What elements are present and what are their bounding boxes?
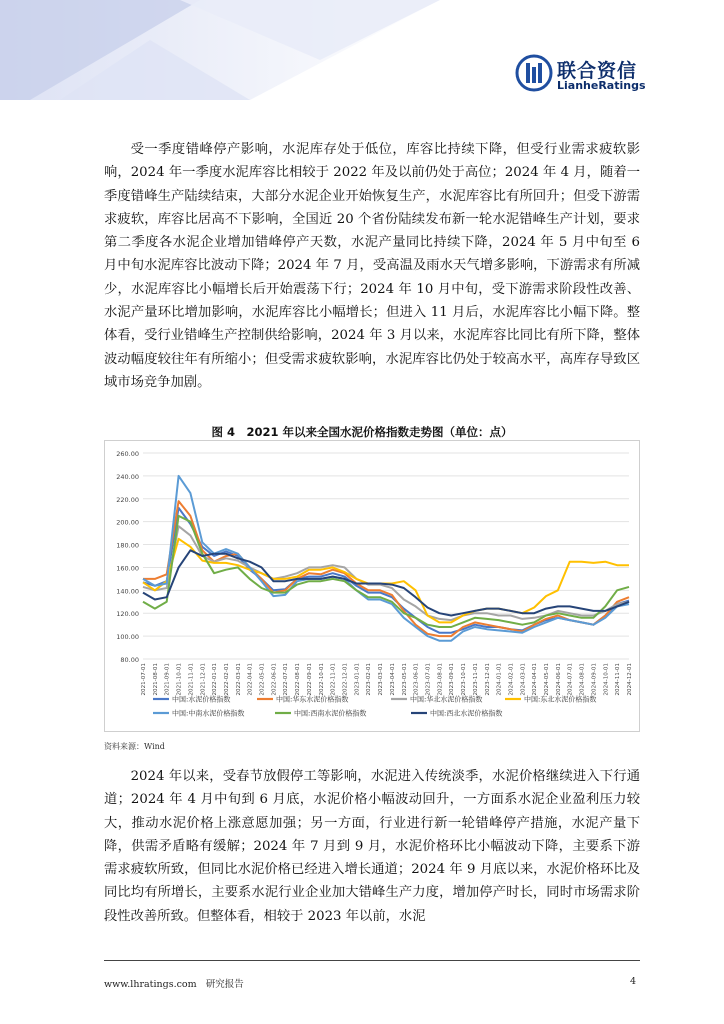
x-tick-label: 2024-10-01 [603,663,610,696]
brand-logo-icon [515,54,553,92]
figure-title: 图 4 2021 年以来全国水泥价格指数走势图（单位：点） [211,425,513,439]
x-tick-label: 2022-05-01 [259,663,266,696]
body-paragraph-2: 2024 年以来，受春节放假停工等影响，水泥进入传统淡季，水泥价格继续进入下行通道；2024 年 4 月中旬到 6 月底，水泥价格小幅波动回升，一方面系水泥企业盈利压力较大，推动水泥价格上涨意愿加强；另一方面，行业进行新一轮错峰停产措施，水泥产量下降，供需矛盾略有缓解；2024 年 7 月到 9 月，水泥价格环比小幅波动下降，主要系下游需求疲软所致，但同比水泥价格已经进入增长通道；2024 年 9 月底以来，水泥价格环比及同比均有所增长，主要系水泥行业企业加大错峰生产力度，增加停产时长，同时市场需求阶段性改善所致。但整体看，相较于 2023 年以前，水泥 [104,769,640,924]
x-tick-label: 2023-10-01 [461,663,468,696]
body-paragraph-1: 受一季度错峰停产影响，水泥库存处于低位，库容比持续下降，但受行业需求疲软影响，2024 年一季度水泥库容比相较于 2022 年及以前仍处于高位；2024 年 4 月，随着一季度错峰生产陆续结束，大部分水泥企业开始恢复生产，水泥库容比有所回升；但受下游需求疲软，库容比居高不下影响，全国近 20 个省份陆续发布新一轮水泥错峰生产计划，要求第二季度各水泥企业增加错峰停产天数，水泥产量同比持续下降，2024 年 5 月中旬至 6 月中旬水泥库容比波动下降；2024 年 7 月，受高温及雨水天气增多影响，下游需求有所减少，水泥库容比小幅增长后开始震荡下行；2024 年 10 月中旬，受下游需求阶段性改善、水泥产量环比增加影响，水泥库容比小幅增长；但进入 11 月后，水泥库容比小幅下降。整体看，受行业错峰生产控制供给影响，2024 年 3 月以来，水泥库容比同比有所下降，整体波动幅度较往年有所缩小；但受需求疲软影响，水泥库容比仍处于较高水平，高库存导致区域市场竞争加剧。 [104,142,640,390]
footer-site [104,976,244,990]
y-tick-label: 80.00 [120,656,139,664]
y-tick-label: 200.00 [116,518,139,527]
x-tick-label: 2024-06-01 [555,663,562,696]
x-tick-label: 2023-12-01 [484,663,491,696]
y-tick-label: 160.00 [116,564,139,573]
legend-label: 中国:西南水泥价格指数 [294,709,367,718]
x-tick-label: 2023-01-01 [354,663,361,696]
legend-label: 中国:东北水泥价格指数 [524,695,597,704]
x-tick-label: 2023-03-01 [378,663,385,696]
x-tick-label: 2024-03-01 [520,663,527,696]
y-tick-label: 120.00 [116,610,139,619]
x-tick-label: 2023-11-01 [472,663,479,696]
x-tick-label: 2024-01-01 [496,663,503,696]
series-line [143,516,629,627]
footer-site-url[interactable]: www.lhratings.com [104,979,197,990]
x-tick-label: 2024-04-01 [532,663,539,696]
brand-name-cn: 联合资信 [557,60,638,82]
brand-name-en: LianheRatings [557,79,646,92]
brand-logo [515,54,655,94]
x-tick-label: 2024-05-01 [544,663,551,696]
x-tick-label: 2021-10-01 [176,663,183,696]
chart-svg [105,441,639,731]
legend-label: 中国:华北水泥价格指数 [410,695,483,704]
legend-label: 中国:西北水泥价格指数 [430,709,503,718]
x-tick-label: 2022-03-01 [235,663,242,696]
y-tick-label: 240.00 [116,472,139,481]
x-tick-label: 2021-09-01 [164,663,171,696]
legend-label: 中国:华东水泥价格指数 [276,695,349,704]
footer-divider [104,960,640,961]
x-tick-label: 2023-04-01 [389,663,396,696]
figure-source: 资料来源：Wind [104,742,165,751]
x-tick-label: 2021-07-01 [141,663,147,696]
page-number: 4 [630,976,637,987]
x-tick-label: 2022-10-01 [318,663,325,696]
x-tick-label: 2022-01-01 [212,663,219,696]
price-index-chart [104,440,640,732]
x-tick-label: 2021-11-01 [188,663,195,696]
x-tick-label: 2024-07-01 [567,663,574,696]
x-tick-label: 2021-12-01 [200,663,207,696]
x-tick-label: 2024-09-01 [591,663,598,696]
x-tick-label: 2022-04-01 [247,663,254,696]
legend-label: 中国:水泥价格指数 [172,695,231,704]
x-tick-label: 2022-02-01 [223,663,230,696]
x-tick-label: 2024-12-01 [627,663,633,696]
y-tick-label: 220.00 [116,495,139,504]
series-line [143,539,629,623]
x-tick-label: 2022-07-01 [283,663,290,696]
x-tick-label: 2023-05-01 [401,663,408,696]
x-tick-label: 2023-06-01 [413,663,420,696]
x-tick-label: 2024-11-01 [615,663,622,696]
y-tick-label: 100.00 [116,633,139,642]
page-header [0,0,724,100]
legend-label: 中国:中南水泥价格指数 [172,709,245,718]
footer-report-label: 研究报告 [205,979,244,990]
y-tick-label: 180.00 [116,541,139,550]
x-tick-label: 2023-07-01 [425,663,432,696]
x-tick-label: 2022-12-01 [342,663,349,696]
x-tick-label: 2022-11-01 [330,663,337,696]
y-tick-label: 140.00 [116,587,139,596]
x-tick-label: 2022-06-01 [271,663,278,696]
y-tick-label: 260.00 [116,450,139,458]
x-tick-label: 2024-08-01 [579,663,586,696]
x-tick-label: 2023-09-01 [449,663,456,696]
x-tick-label: 2021-08-01 [152,663,159,696]
x-tick-label: 2022-08-01 [295,663,302,696]
x-tick-label: 2023-02-01 [366,663,373,696]
x-tick-label: 2024-02-01 [508,663,515,696]
x-tick-label: 2023-08-01 [437,663,444,696]
x-tick-label: 2022-09-01 [306,663,313,696]
